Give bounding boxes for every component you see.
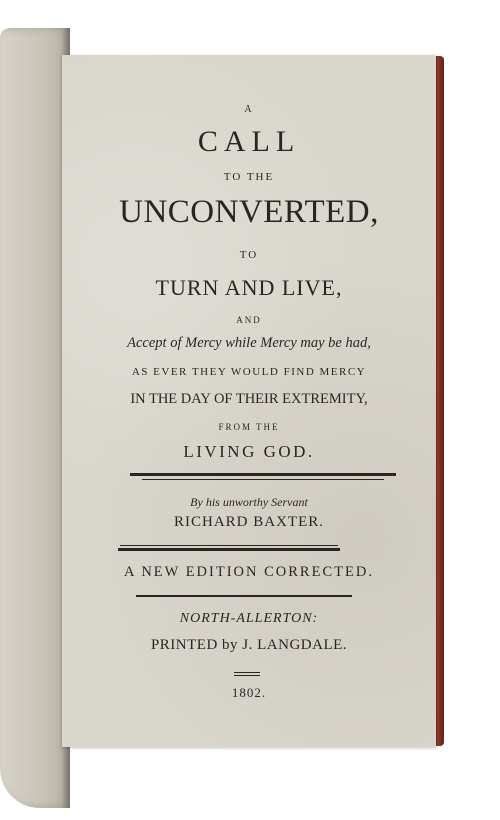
subtitle-in-the-day: IN THE DAY OF THEIR EXTREMITY,	[130, 391, 368, 407]
author-by-line: By his unworthy Servant	[190, 495, 308, 509]
title-call: CALL	[197, 125, 301, 158]
title-page	[62, 55, 436, 747]
edition-note: A NEW EDITION CORRECTED.	[124, 564, 374, 580]
title-turn-and-live: TURN AND LIVE,	[155, 275, 343, 300]
title-to-the: TO THE	[223, 171, 275, 183]
imprint-year: 1802.	[231, 685, 267, 700]
divider-short-rule	[234, 672, 260, 673]
subtitle-accept: Accept of Mercy while Mercy may be had,	[127, 335, 371, 351]
divider-rule-thick-2	[118, 548, 340, 551]
subtitle-from-the: FROM THE	[218, 422, 280, 432]
left-page-stack	[0, 28, 70, 808]
divider-rule-thin-2	[120, 545, 338, 546]
title-unconverted: UNCONVERTED,	[119, 194, 379, 230]
divider-short-rule-2	[234, 675, 260, 676]
title-article: A	[244, 104, 254, 115]
title-and: AND	[236, 315, 262, 325]
author-name: RICHARD BAXTER.	[173, 514, 324, 530]
imprint-place: NORTH-ALLERTON:	[179, 611, 319, 626]
divider-rule-thick	[130, 473, 396, 476]
subtitle-living-god: LIVING GOD.	[183, 442, 315, 461]
divider-rule-3	[136, 595, 352, 597]
imprint-printer: PRINTED by J. LANGDALE.	[150, 637, 348, 653]
divider-rule-thin	[142, 479, 384, 480]
title-to: TO	[239, 249, 259, 261]
subtitle-as-ever: AS EVER THEY WOULD FIND MERCY	[131, 366, 367, 378]
